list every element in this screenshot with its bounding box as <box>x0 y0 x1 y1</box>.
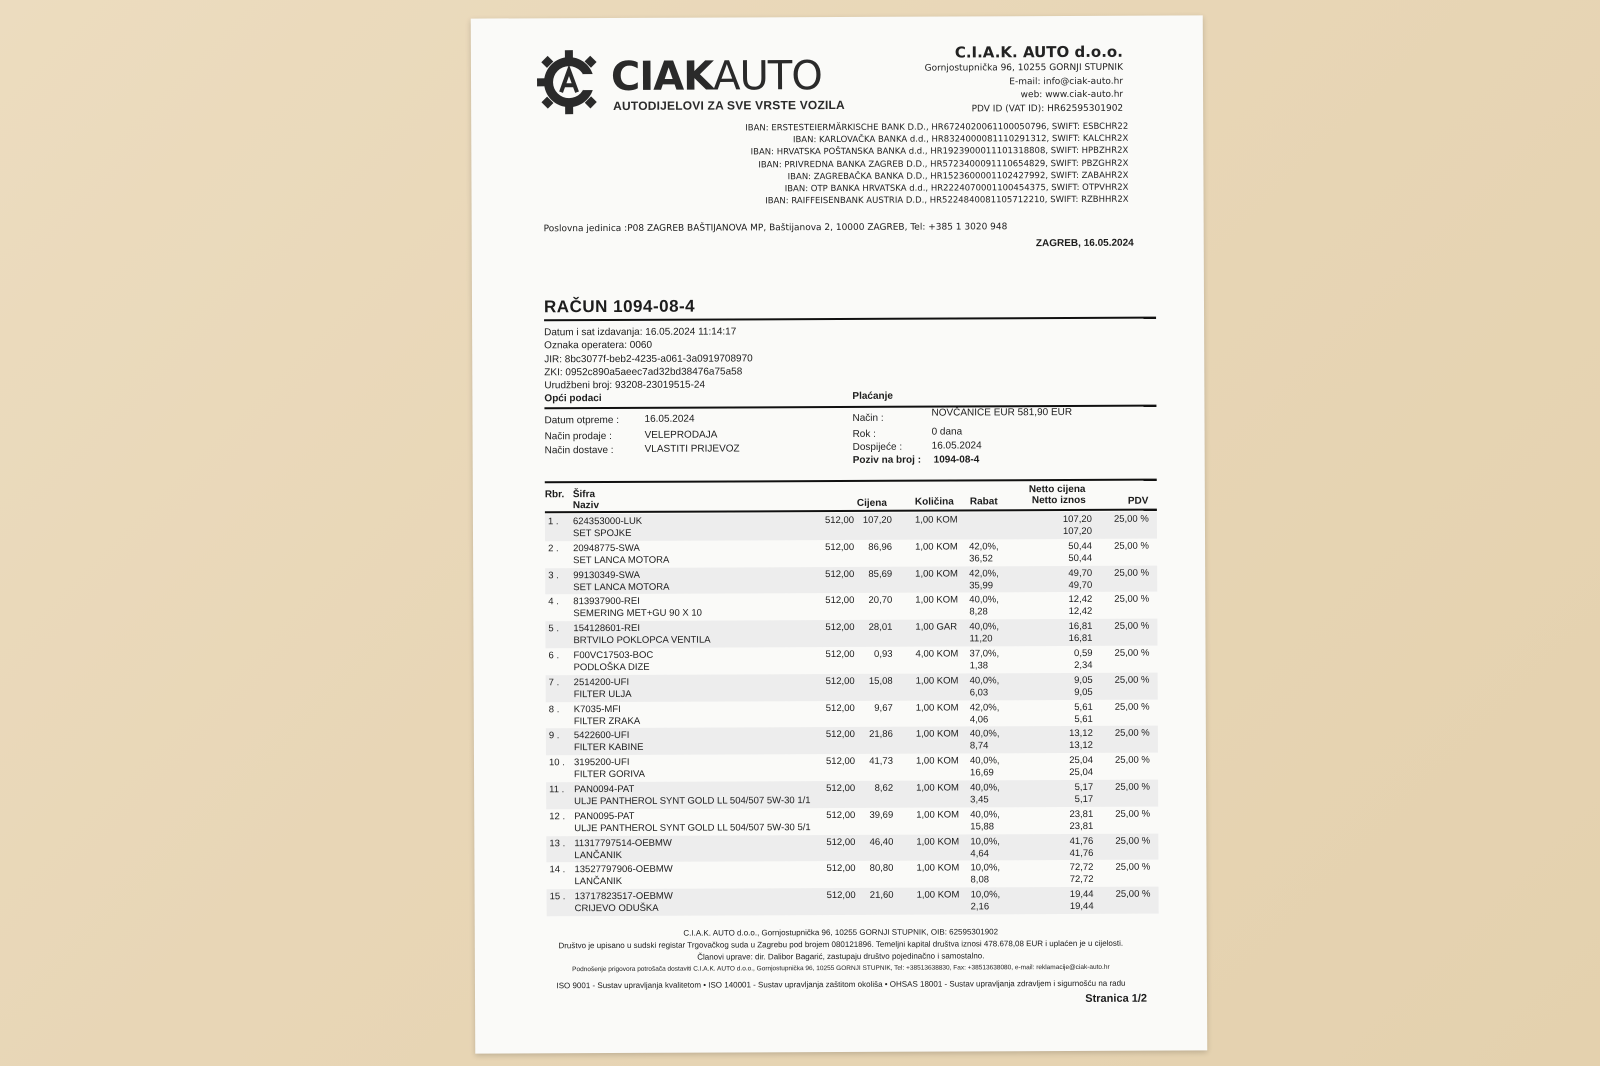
table-row <box>546 726 1158 755</box>
iban-line: IBAN: PRIVREDNA BANKA ZAGREB D.D., HR5723400091110654829, SWIFT: PBZGHR2X <box>758 158 1129 170</box>
quantity-cell: 1,00 KOM <box>915 728 959 741</box>
footer-registry: Društvo je upisano u sudski registar Trgovačkog suda u Zagrebu pod brojem 080121896. Temeljni kapital društva iznosi 478.678,08 EUR i uplaćen je u cijelosti. <box>558 938 1124 951</box>
vat-cell: 25,00 % <box>1114 647 1150 659</box>
table-row <box>545 538 1157 567</box>
net-amount-cell: 12,42 <box>1068 606 1093 618</box>
naziv-cell: SEMERING MET+GU 90 X 10 <box>573 607 702 620</box>
discount-pct-cell: 40,0%, <box>969 621 1000 633</box>
net-amount-cell: 23,81 <box>1069 820 1094 832</box>
net-price-cell: 23,81 <box>1069 808 1094 820</box>
iban-line: IBAN: RAIFFEISENBANK AUSTRIA D.D., HR5224840081105712210, SWIFT: RZBHHR2X <box>765 194 1129 207</box>
table-row <box>546 780 1158 809</box>
title-rule <box>544 317 1156 322</box>
col-rabat: Rabat <box>969 496 998 508</box>
stock-cell: 512,00 <box>825 648 855 661</box>
net-price-cell: 12,42 <box>1068 594 1093 606</box>
net-price-cell: 41,76 <box>1069 835 1094 847</box>
general-value: VLASTITI PRIJEVOZ <box>644 443 740 455</box>
col-netto-cijena: Netto cijena <box>1028 483 1086 496</box>
table-row <box>546 860 1158 889</box>
sifra-cell: 11317797514-OEBMW <box>574 837 672 849</box>
naziv-cell: SET LANCA MOTORA <box>573 554 670 566</box>
stock-cell: 512,00 <box>825 675 855 687</box>
net-price-cell: 0,59 <box>1073 647 1093 659</box>
net-amount-cell: 2,34 <box>1074 659 1093 671</box>
net-amount-cell: 13,12 <box>1069 740 1093 752</box>
net-price-cell: 5,61 <box>1074 701 1093 713</box>
footer-company: C.I.A.K. AUTO d.o.o., Gornjostupnička 96, 10255 GORNJI STUPNIK, OIB: 62595301902 <box>683 927 999 938</box>
rbr-cell: 8 . <box>548 703 560 715</box>
price-cell: 41,73 <box>869 755 894 768</box>
discount-amount-cell: 4,64 <box>970 847 989 859</box>
table-row <box>546 699 1158 728</box>
brand-tagline: AUTODIJELOVI ZA SVE VRSTE VOZILA <box>613 97 845 113</box>
business-unit: Poslovna jedinica :P08 ZAGREB BAŠTIJANOVA MP, Baštijanova 2, 10000 ZAGREB, Tel: +385 1 3020 948 <box>543 222 1008 235</box>
rbr-cell: 11 . <box>549 784 565 796</box>
vat-cell: 25,00 % <box>1114 594 1150 606</box>
iban-line: IBAN: ZAGREBAČKA BANKA D.D., HR1523600001102427992, SWIFT: ZABAHR2X <box>787 170 1129 183</box>
price-cell: 0,93 <box>873 648 893 660</box>
stock-cell: 512,00 <box>825 702 855 714</box>
naziv-cell: ULJE PANTHEROL SYNT GOLD LL 504/507 5W-30 1/1 <box>574 795 811 808</box>
col-kolicina: Količina <box>914 496 954 508</box>
net-price-cell: 16,81 <box>1068 621 1093 633</box>
net-price-cell: 5,17 <box>1074 781 1094 793</box>
meta-jir: JIR: 8bc3077f-beb2-4235-a061-3a0919708970 <box>544 352 753 365</box>
quantity-cell: 1,00 KOM <box>915 594 959 607</box>
discount-amount-cell: 15,88 <box>970 821 995 833</box>
discount-amount-cell: 6,03 <box>969 687 989 699</box>
stock-cell: 512,00 <box>825 568 855 580</box>
footer-board: Članovi uprave: dir. Dalibor Bagarić, zastupaju društvo pojedinačno i samostalno. <box>697 951 985 962</box>
net-price-cell: 19,44 <box>1069 889 1094 901</box>
price-cell: 85,69 <box>868 568 893 580</box>
net-price-cell: 72,72 <box>1069 862 1094 874</box>
col-pdv: PDV <box>1127 495 1149 507</box>
table-top-rule <box>545 479 1157 483</box>
footer-complaints: Podnošenje prigovora potrošača dostaviti C.I.A.K. AUTO d.o.o., Gornjostupnička 96, 10255 GORNJI STUPNIK, Tel: +38513638830, Fax: +38513638080, e-mail: reklamacije@ciak-auto.hr <box>572 963 1110 974</box>
table-row <box>546 806 1158 835</box>
sifra-cell: PAN0095-PAT <box>574 810 635 822</box>
payment-label: Rok : <box>852 428 876 440</box>
stock-cell: 512,00 <box>825 541 855 553</box>
rbr-cell: 15 . <box>549 891 566 903</box>
quantity-cell: 1,00 KOM <box>916 862 960 875</box>
rbr-cell: 14 . <box>549 864 566 876</box>
stock-cell: 512,00 <box>824 514 855 527</box>
company-logo <box>541 45 845 118</box>
vat-cell: 25,00 % <box>1114 540 1149 552</box>
net-price-cell: 50,44 <box>1068 540 1093 552</box>
quantity-cell: 1,00 KOM <box>915 675 959 687</box>
price-cell: 107,20 <box>862 514 892 526</box>
discount-amount-cell: 8,08 <box>970 874 990 886</box>
stock-cell: 512,00 <box>825 622 855 634</box>
iban-line: IBAN: HRVATSKA POŠTANSKA BANKA d.d., HR1923900011101318808, SWIFT: HPBZHR2X <box>750 146 1129 158</box>
naziv-cell: BRTVILO POKLOPCA VENTILA <box>573 634 711 647</box>
net-price-cell: 25,04 <box>1069 755 1094 767</box>
discount-pct-cell: 40,0%, <box>970 782 1000 794</box>
vat-cell: 25,00 % <box>1115 888 1151 900</box>
net-amount-cell: 16,81 <box>1068 633 1093 645</box>
meta-zki: ZKI: 0952c890a5aeec7ad32bd38476a75a58 <box>544 366 743 379</box>
quantity-cell: 1,00 KOM <box>916 889 960 901</box>
quantity-cell: 1,00 KOM <box>916 809 960 821</box>
net-price-cell: 9,05 <box>1074 674 1093 686</box>
rbr-cell: 12 . <box>549 810 566 823</box>
rbr-cell: 10 . <box>548 757 565 769</box>
sifra-cell: K7035-MFI <box>573 703 621 715</box>
vat-cell: 25,00 % <box>1115 835 1151 847</box>
general-heading: Opći podaci <box>544 393 602 405</box>
discount-pct-cell: 10,0%, <box>970 862 1001 874</box>
discount-pct-cell: 40,0%, <box>970 809 1000 821</box>
vat-cell: 25,00 % <box>1114 701 1150 713</box>
sifra-cell: 13527797906-OEBMW <box>574 864 673 876</box>
price-cell: 9,67 <box>874 702 893 714</box>
company-name: C.I.A.K. AUTO d.o.o. <box>954 42 1123 62</box>
general-value: 16.05.2024 <box>644 413 695 425</box>
sifra-cell: 3195200-UFI <box>573 757 630 769</box>
naziv-cell: LANČANIK <box>574 849 622 861</box>
col-naziv: Naziv <box>572 500 600 512</box>
quantity-cell: 1,00 KOM <box>916 782 959 794</box>
rbr-cell: 6 . <box>548 650 560 662</box>
discount-pct-cell: 40,0%, <box>969 728 1000 740</box>
net-amount-cell: 19,44 <box>1069 901 1094 913</box>
stock-cell: 512,00 <box>825 756 856 768</box>
sifra-cell: 5422600-UFI <box>573 730 630 742</box>
table-row <box>546 833 1158 862</box>
discount-pct-cell: 40,0%, <box>969 675 1000 687</box>
general-label: Način prodaje : <box>544 430 612 443</box>
net-price-cell: 49,70 <box>1068 567 1093 579</box>
iban-line: IBAN: KARLOVAČKA BANKA d.d., HR8324000081110291312, SWIFT: KALCHR2X <box>792 133 1129 146</box>
vat-cell: 25,00 % <box>1114 567 1150 579</box>
stock-cell: 512,00 <box>826 836 856 848</box>
place-date: ZAGREB, 16.05.2024 <box>1035 237 1134 250</box>
col-sifra: Šifra <box>572 489 596 501</box>
meta-issue-datetime: Datum i sat izdavanja: 16.05.2024 11:14:17 <box>544 326 737 339</box>
discount-pct-cell: 42,0%, <box>969 541 999 553</box>
naziv-cell: FILTER KABINE <box>573 742 644 754</box>
general-label: Datum otpreme : <box>544 414 620 427</box>
iban-line: IBAN: ERSTESTEIERMÄRKISCHE BANK D.D., HR6724020061100050796, SWIFT: ESBCHR22 <box>745 121 1129 134</box>
discount-amount-cell: 1,38 <box>969 660 989 672</box>
naziv-cell: FILTER GORIVA <box>574 769 645 781</box>
company-vat: PDV ID (VAT ID): HR62595301902 <box>971 103 1124 115</box>
rbr-cell: 13 . <box>549 837 566 849</box>
price-cell: 15,08 <box>868 675 893 687</box>
naziv-cell: ULJE PANTHEROL SYNT GOLD LL 504/507 5W-30 5/1 <box>574 821 811 834</box>
table-row <box>547 887 1159 916</box>
quantity-cell: 1,00 KOM <box>915 541 958 553</box>
stock-cell: 512,00 <box>826 863 856 875</box>
rbr-cell: 9 . <box>548 730 560 742</box>
meta-registry-number: Urudžbeni broj: 93208-23019515-24 <box>544 379 706 392</box>
naziv-cell: PODLOŠKA DIZE <box>573 661 650 674</box>
sifra-cell: 624353000-LUK <box>572 515 643 528</box>
net-amount-cell: 107,20 <box>1062 525 1093 538</box>
quantity-cell: 1,00 KOM <box>916 836 960 848</box>
sifra-cell: 2514200-UFI <box>573 676 630 688</box>
table-row <box>546 753 1158 782</box>
stock-cell: 512,00 <box>825 729 855 741</box>
naziv-cell: FILTER ZRAKA <box>573 715 641 727</box>
naziv-cell: SET SPOJKE <box>572 527 632 540</box>
table-row <box>545 512 1157 541</box>
discount-amount-cell: 35,99 <box>969 579 994 592</box>
vat-cell: 25,00 % <box>1113 513 1149 525</box>
payment-label: Način : <box>852 412 884 424</box>
discount-amount-cell: 2,16 <box>970 901 990 913</box>
discount-amount-cell: 4,06 <box>969 713 989 726</box>
rbr-cell: 4 . <box>548 596 559 608</box>
quantity-cell: 1,00 KOM <box>915 702 959 714</box>
table-row <box>545 565 1157 594</box>
footer-iso: ISO 9001 - Sustav upravljanja kvalitetom • ISO 140001 - Sustav upravljanja zaštitom okoliša • OHSAS 18001 - Sustav upravljanja zdravljem i sigurnošću na radu <box>556 978 1126 991</box>
col-rbr: Rbr. <box>544 489 565 501</box>
price-cell: 8,62 <box>874 782 894 794</box>
net-amount-cell: 5,61 <box>1074 713 1093 725</box>
price-cell: 21,60 <box>869 889 894 902</box>
stock-cell: 512,00 <box>826 890 856 902</box>
vat-cell: 25,00 % <box>1115 862 1151 874</box>
payment-ref-label: Poziv na broj : <box>852 454 922 466</box>
table-row <box>545 646 1157 675</box>
naziv-cell: CRIJEVO ODUŠKA <box>574 902 659 915</box>
rbr-cell: 1 . <box>547 516 559 528</box>
net-amount-cell: 9,05 <box>1074 686 1093 698</box>
brand-light: AUTO <box>713 53 822 100</box>
discount-pct-cell: 10,0%, <box>970 889 1001 901</box>
iban-line: IBAN: OTP BANKA HRVATSKA d.d., HR2224070001100454375, SWIFT: OTPVHR2X <box>784 182 1129 195</box>
price-cell: 39,69 <box>869 809 894 821</box>
company-email: E-mail: info@ciak-auto.hr <box>1009 76 1124 87</box>
net-price-cell: 13,12 <box>1069 728 1093 740</box>
net-amount-cell: 5,17 <box>1074 793 1094 805</box>
quantity-cell: 4,00 KOM <box>915 648 959 660</box>
price-cell: 28,01 <box>868 621 893 634</box>
brand-name <box>611 53 822 100</box>
table-row <box>545 619 1157 648</box>
discount-pct-cell: 10,0%, <box>970 835 1000 847</box>
discount-pct-cell: 40,0%, <box>969 755 1000 767</box>
price-cell: 21,86 <box>869 729 893 741</box>
discount-pct-cell: 40,0%, <box>969 594 999 606</box>
quantity-cell: 1,00 KOM <box>915 755 959 767</box>
stock-cell: 512,00 <box>826 809 856 821</box>
net-amount-cell: 25,04 <box>1069 767 1094 779</box>
invoice-paper <box>471 15 1208 1053</box>
payment-ref-value: 1094-08-4 <box>933 454 980 466</box>
payment-value: 0 dana <box>931 426 963 438</box>
naziv-cell: LANČANIK <box>574 876 623 888</box>
rbr-cell: 3 . <box>548 569 559 581</box>
discount-amount-cell: 3,45 <box>970 794 989 806</box>
invoice-meta <box>544 325 753 392</box>
col-netto-iznos: Netto iznos <box>1031 494 1086 507</box>
rbr-cell: 7 . <box>548 677 560 689</box>
brand-bold: CIAK <box>610 53 714 100</box>
items-table <box>545 512 1159 917</box>
net-amount-cell: 50,44 <box>1068 552 1093 564</box>
payment-value: 16.05.2024 <box>931 440 982 452</box>
quantity-cell: 1,00 KOM <box>914 514 958 526</box>
gear-ca-logo-icon <box>537 46 601 118</box>
meta-operator: Oznaka operatera: 0060 <box>544 340 653 352</box>
sifra-cell: 154128601-REI <box>573 623 640 635</box>
company-web: web: www.ciak-auto.hr <box>1020 89 1124 101</box>
price-cell: 80,80 <box>869 863 894 875</box>
col-cijena: Cijena <box>856 497 887 509</box>
sifra-cell: 99130349-SWA <box>573 569 640 581</box>
payment-value: NOVČANICE EUR 581,90 EUR <box>931 406 1073 419</box>
general-label: Način dostave : <box>544 444 614 457</box>
net-amount-cell: 49,70 <box>1068 579 1093 591</box>
iban-list <box>745 121 1128 208</box>
company-info <box>925 42 1124 117</box>
discount-amount-cell: 36,52 <box>969 553 993 565</box>
vat-cell: 25,00 % <box>1114 754 1150 766</box>
stock-cell: 512,00 <box>825 595 855 607</box>
company-address: Gornjostupnička 96, 10255 GORNJI STUPNIK <box>924 62 1123 74</box>
stock-cell: 512,00 <box>826 782 856 795</box>
invoice-title: RAČUN 1094-08-4 <box>543 296 696 317</box>
discount-pct-cell: 42,0%, <box>969 701 1000 714</box>
vat-cell: 25,00 % <box>1114 620 1150 632</box>
naziv-cell: SET LANCA MOTORA <box>573 581 670 593</box>
sifra-cell: 813937900-REI <box>573 596 640 608</box>
vat-cell: 25,00 % <box>1114 674 1150 686</box>
sifra-cell: 13717823517-OEBMW <box>574 890 673 903</box>
discount-amount-cell: 16,69 <box>970 767 994 779</box>
vat-cell: 25,00 % <box>1115 781 1151 793</box>
sifra-cell: PAN0094-PAT <box>574 783 635 796</box>
payment-label: Dospijeće : <box>852 441 903 453</box>
net-amount-cell: 72,72 <box>1069 874 1094 886</box>
discount-pct-cell: 42,0%, <box>969 567 999 580</box>
net-amount-cell: 41,76 <box>1069 847 1094 859</box>
rbr-cell: 2 . <box>548 543 559 555</box>
net-price-cell: 107,20 <box>1062 513 1092 526</box>
discount-amount-cell: 8,74 <box>969 740 989 752</box>
quantity-cell: 1,00 KOM <box>915 568 958 580</box>
discount-amount-cell: 8,28 <box>969 606 988 618</box>
payment-heading: Plaćanje <box>852 390 894 402</box>
page-number: Stranica 1/2 <box>1085 992 1148 1005</box>
table-row <box>545 592 1157 621</box>
discount-amount-cell: 11,20 <box>969 633 993 645</box>
discount-pct-cell: 37,0%, <box>969 648 1000 660</box>
table-row <box>546 672 1158 701</box>
naziv-cell: FILTER ULJA <box>573 688 632 700</box>
vat-cell: 25,00 % <box>1114 728 1150 740</box>
sifra-cell: F00VC17503-BOC <box>573 649 654 662</box>
price-cell: 86,96 <box>868 541 893 553</box>
rbr-cell: 5 . <box>548 623 559 635</box>
price-cell: 46,40 <box>869 836 894 848</box>
vat-cell: 25,00 % <box>1115 808 1151 820</box>
general-value: VELEPRODAJA <box>644 429 718 441</box>
sifra-cell: 20948775-SWA <box>573 542 640 554</box>
price-cell: 20,70 <box>868 595 893 607</box>
quantity-cell: 1,00 GAR <box>915 621 958 633</box>
